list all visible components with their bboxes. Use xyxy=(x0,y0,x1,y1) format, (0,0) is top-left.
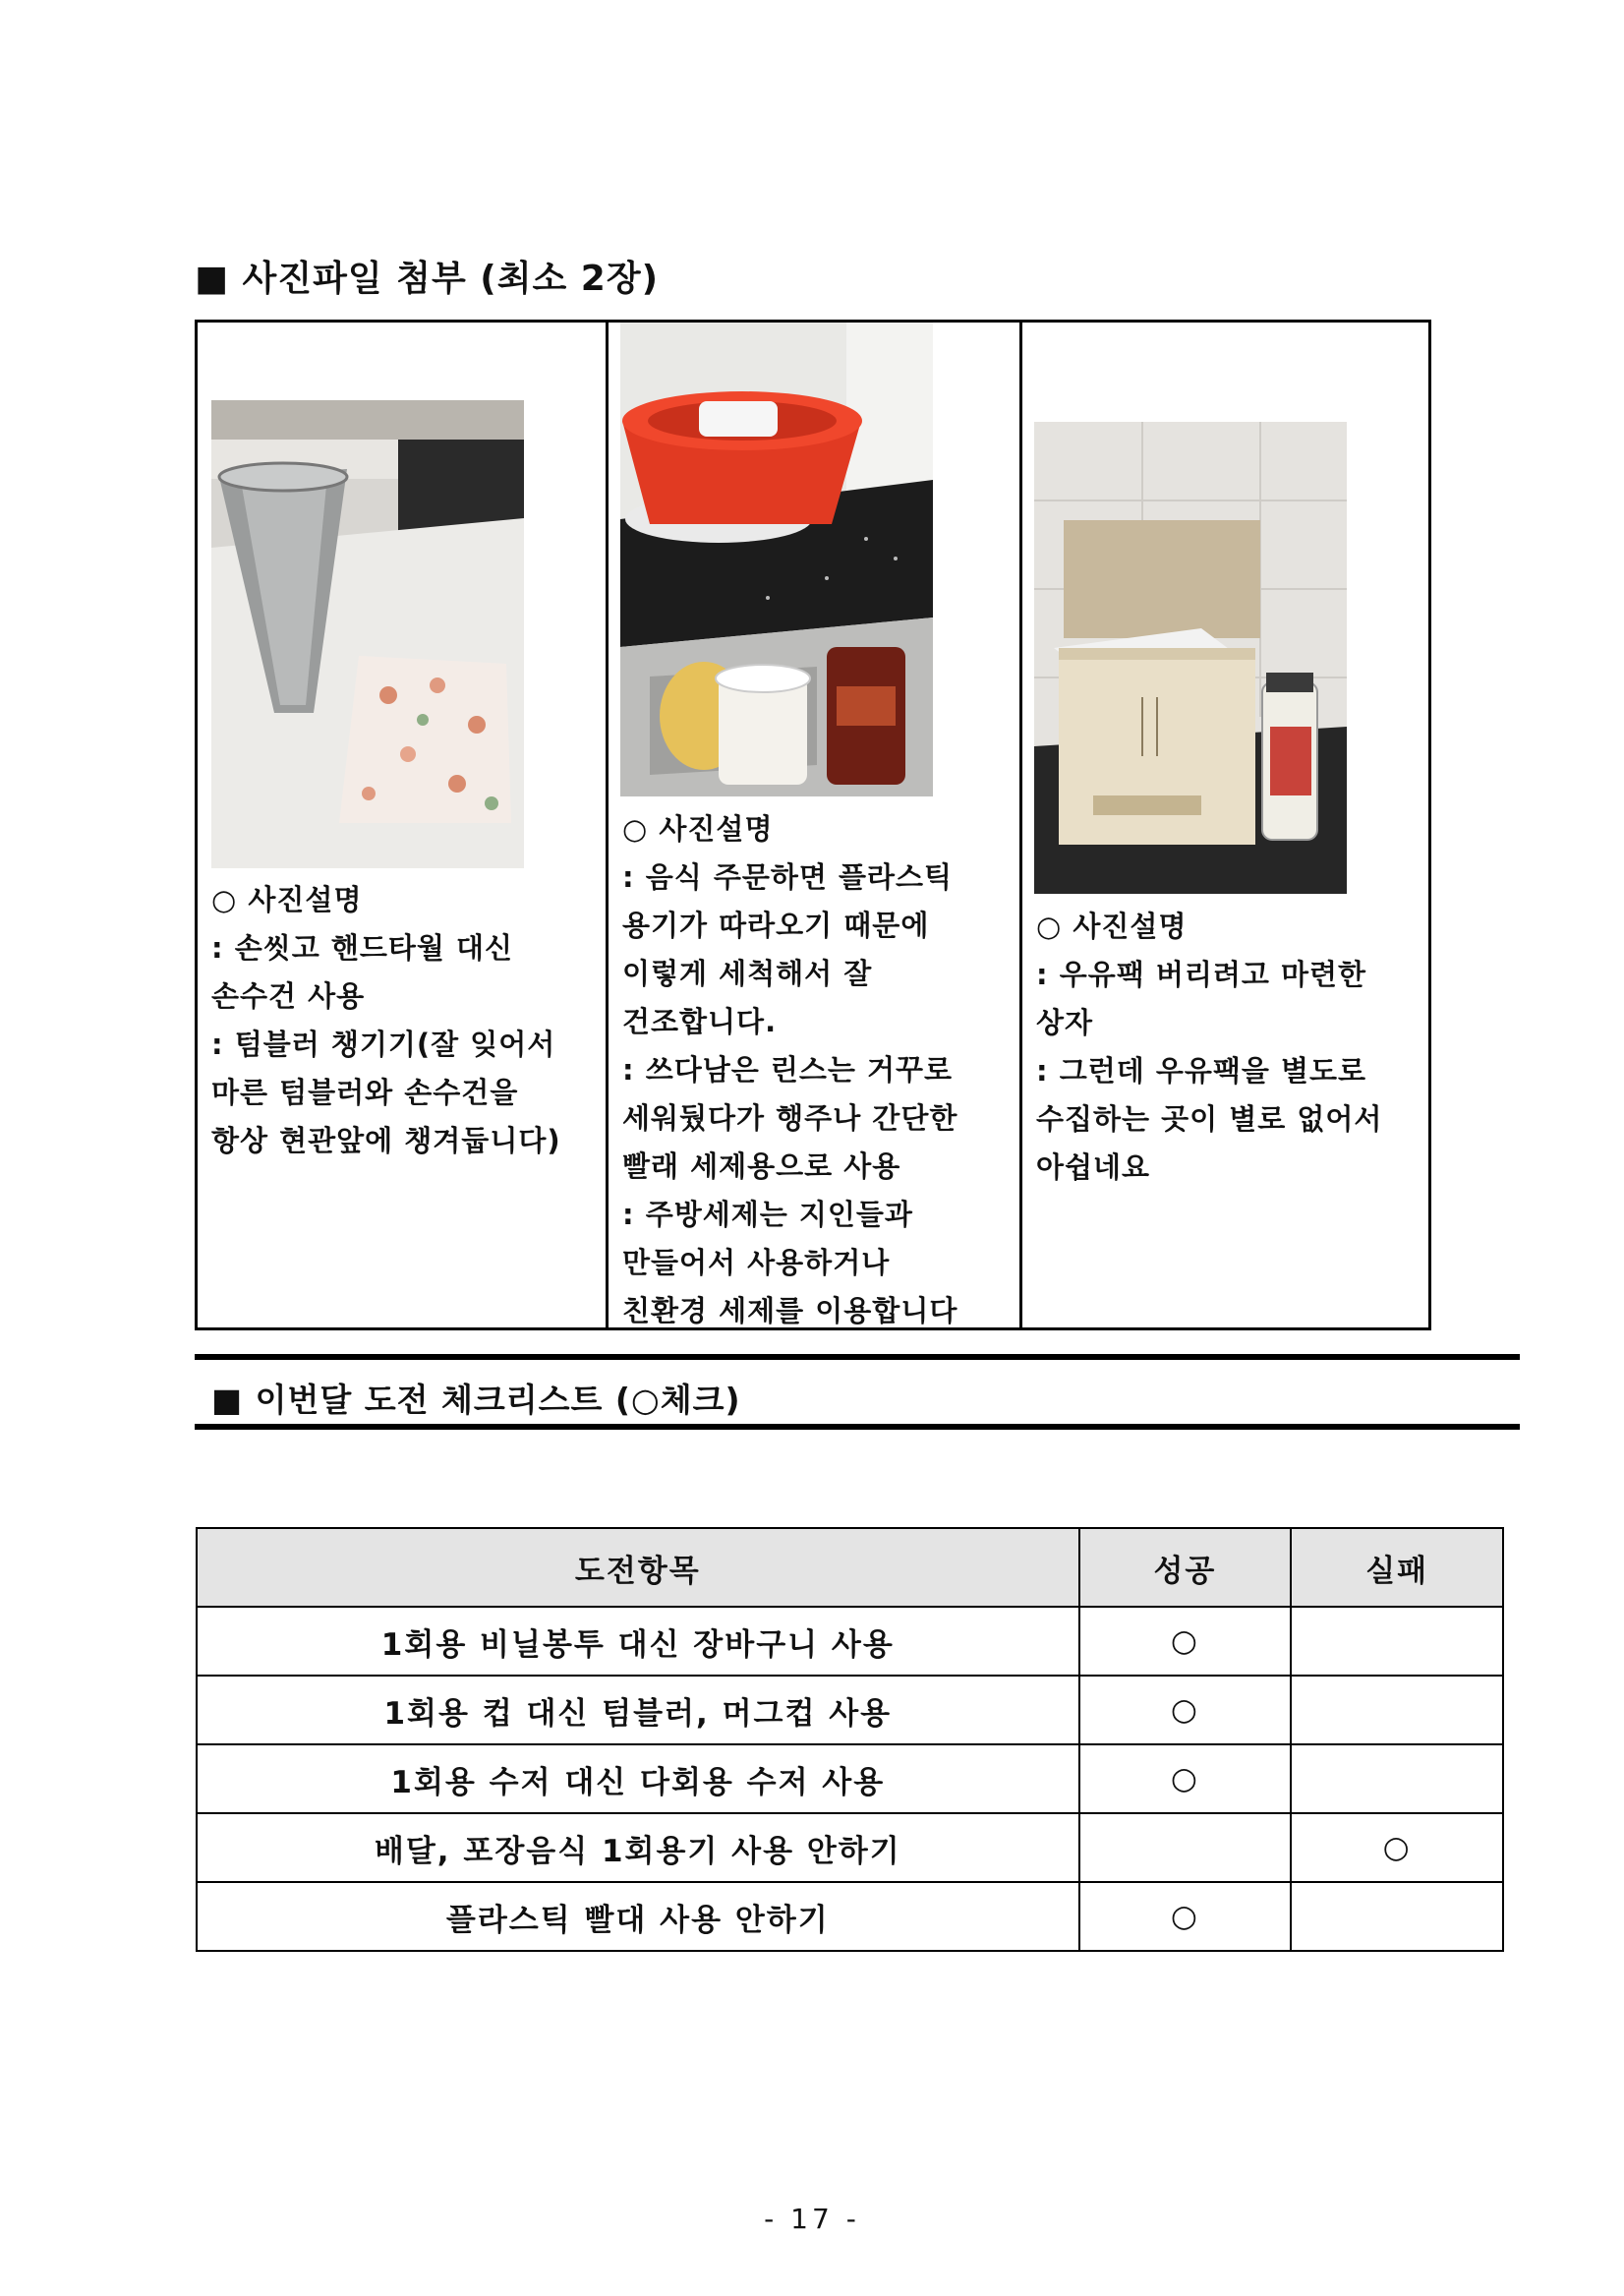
header-success: 성공 xyxy=(1079,1528,1292,1607)
success-check[interactable] xyxy=(1079,1813,1292,1882)
page-number: - 17 - xyxy=(764,2203,860,2235)
photo-description-3 xyxy=(1036,903,1421,1192)
fail-check[interactable] xyxy=(1291,1744,1503,1813)
challenge-item: 1회용 컵 대신 텀블러, 머그컵 사용 xyxy=(197,1676,1079,1744)
table-header-row xyxy=(197,1528,1503,1607)
description-line: ○ 사진설명 xyxy=(211,883,363,916)
description-line: 마른 텀블러와 손수건을 xyxy=(211,1076,519,1109)
section-divider-top xyxy=(195,1354,1520,1360)
table-row xyxy=(197,1882,1503,1951)
description-line: 건조합니다. xyxy=(622,1005,778,1038)
description-line: ○ 사진설명 xyxy=(1036,910,1188,943)
description-line: 빨래 세제용으로 사용 xyxy=(622,1149,901,1183)
success-check[interactable]: ○ xyxy=(1079,1744,1292,1813)
fail-check[interactable] xyxy=(1291,1676,1503,1744)
photo-description-2 xyxy=(622,805,1012,1335)
photo-attachment-table xyxy=(195,320,1431,1330)
photo-cell-1 xyxy=(198,323,609,1327)
milk-carton-box-photo xyxy=(1034,422,1347,894)
challenge-checklist-table xyxy=(196,1527,1504,1952)
washed-containers-photo xyxy=(620,323,933,796)
description-line: 세워뒀다가 행주나 간단한 xyxy=(622,1101,958,1135)
description-line: 이렇게 세척해서 잘 xyxy=(622,957,873,990)
description-line: : 손씻고 핸드타월 대신 xyxy=(211,931,514,965)
challenge-item: 1회용 수저 대신 다회용 수저 사용 xyxy=(197,1744,1079,1813)
description-line: : 음식 주문하면 플라스틱 xyxy=(622,860,954,894)
fail-check[interactable] xyxy=(1291,1607,1503,1676)
fail-check[interactable] xyxy=(1291,1882,1503,1951)
photo-section-title: ■ 사진파일 첨부 (최소 2장) xyxy=(195,259,660,299)
description-line: 항상 현관앞에 챙겨둡니다) xyxy=(211,1124,561,1157)
table-row xyxy=(197,1607,1503,1676)
photo-cell-2 xyxy=(609,323,1022,1327)
description-line: 용기가 따라오기 때문에 xyxy=(622,909,930,942)
section-divider-bottom xyxy=(195,1424,1520,1430)
photo-cell-3 xyxy=(1022,323,1428,1327)
table-row xyxy=(197,1813,1503,1882)
description-line: 손수건 사용 xyxy=(211,979,366,1013)
description-line: : 우유팩 버리려고 마련한 xyxy=(1036,958,1367,991)
fail-check[interactable]: ○ xyxy=(1291,1813,1503,1882)
description-line: : 텀블러 챙기기(잘 잊어서 xyxy=(211,1028,556,1061)
tumbler-handkerchief-photo xyxy=(211,400,524,868)
description-line: 수집하는 곳이 별로 없어서 xyxy=(1036,1102,1383,1136)
description-line: : 주방세제는 지인들과 xyxy=(622,1198,913,1231)
description-line: 상자 xyxy=(1036,1006,1094,1039)
description-line: 만들어서 사용하거나 xyxy=(622,1246,891,1279)
description-line: : 쓰다남은 린스는 거꾸로 xyxy=(622,1053,954,1087)
challenge-item: 1회용 비닐봉투 대신 장바구니 사용 xyxy=(197,1607,1079,1676)
success-check[interactable]: ○ xyxy=(1079,1607,1292,1676)
header-challenge-item: 도전항목 xyxy=(197,1528,1079,1607)
description-line: : 그런데 우유팩을 별도로 xyxy=(1036,1054,1367,1088)
table-row xyxy=(197,1744,1503,1813)
description-line: 아쉽네요 xyxy=(1036,1150,1151,1184)
success-check[interactable]: ○ xyxy=(1079,1676,1292,1744)
checklist-section-title: ■ 이번달 도전 체크리스트 (○체크) xyxy=(211,1381,741,1419)
header-fail: 실패 xyxy=(1291,1528,1503,1607)
success-check[interactable]: ○ xyxy=(1079,1882,1292,1951)
challenge-item: 배달, 포장음식 1회용기 사용 안하기 xyxy=(197,1813,1079,1882)
photo-description-1 xyxy=(211,876,598,1165)
table-row xyxy=(197,1676,1503,1744)
description-line: 친환경 세제를 이용합니다 xyxy=(622,1294,958,1327)
description-line: ○ 사진설명 xyxy=(622,812,774,846)
challenge-item: 플라스틱 빨대 사용 안하기 xyxy=(197,1882,1079,1951)
